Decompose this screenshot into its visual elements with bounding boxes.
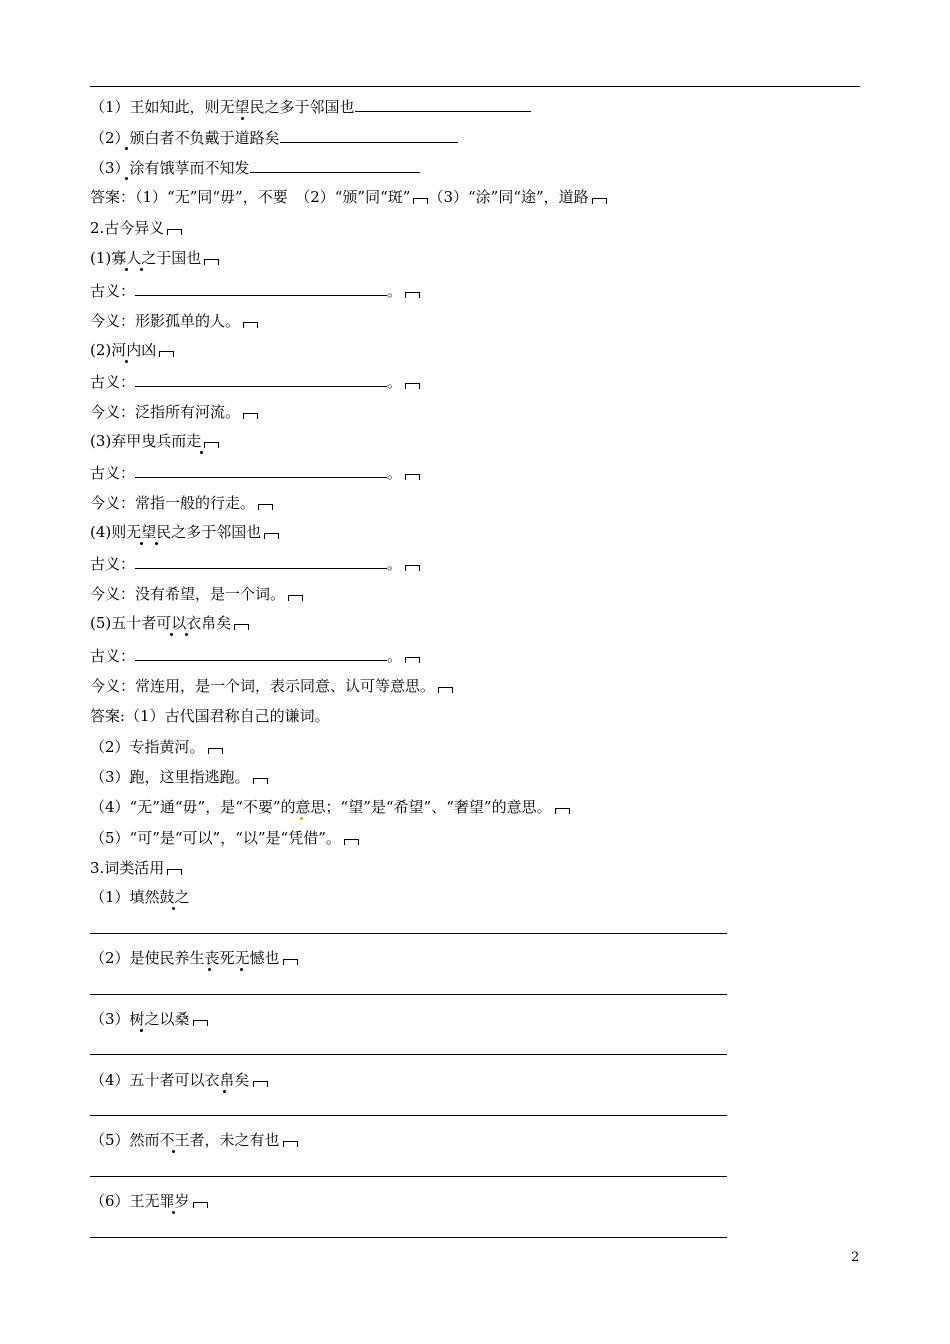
emphasis-dot xyxy=(208,968,211,971)
gujin-item-2-jinyi: 今义：泛指所有河流。 xyxy=(90,402,258,422)
paragraph-mark-icon xyxy=(283,959,298,965)
emphasis-dot xyxy=(140,542,143,545)
tongjia-item-2: （2）颁白者不负戴于道路矣 xyxy=(90,127,458,148)
paragraph-mark-icon xyxy=(208,748,223,754)
gujin-answer-5: （5）“可”是“可以”，“以”是“凭借”。 xyxy=(90,828,359,848)
gujin-item-1-guyi: 古义： 。 xyxy=(90,280,420,301)
emphasis-dot xyxy=(125,147,128,150)
paragraph-mark-icon xyxy=(258,504,273,510)
paragraph-mark-icon xyxy=(405,474,420,480)
paragraph-mark-icon xyxy=(288,595,303,601)
paragraph-mark-icon xyxy=(405,565,420,571)
answer-blank[interactable] xyxy=(135,553,387,569)
gujin-item-4-guyi: 古义： 。 xyxy=(90,553,420,574)
answer-blank[interactable] xyxy=(280,127,458,143)
paragraph-mark-icon xyxy=(193,1202,208,1208)
paragraph-mark-icon xyxy=(253,778,268,784)
answer-line[interactable] xyxy=(90,933,727,934)
emphasis-dot xyxy=(155,542,158,545)
gujin-item-5-jinyi: 今义：常连用，是一个词，表示同意、认可等意思。 xyxy=(90,676,453,696)
emphasis-dot xyxy=(125,177,128,180)
emphasis-dot xyxy=(170,633,173,636)
emphasis-dot xyxy=(240,968,243,971)
tongjia-answer: 答案：（1）“无”同“毋”，不要 （2）“颁”同“斑” （3）“涂”同“途”，道路 xyxy=(90,187,607,207)
emphasis-dot xyxy=(140,1029,143,1032)
emphasis-dot xyxy=(125,360,128,363)
paragraph-mark-icon xyxy=(167,229,182,235)
gujin-item-3: (3)弃甲曳兵而走 xyxy=(90,431,219,451)
section-heading-gujin: 2.古今异义 xyxy=(90,218,182,238)
paragraph-mark-icon xyxy=(234,624,249,630)
gujin-answer-3: （3）跑，这里指逃跑。 xyxy=(90,767,268,787)
paragraph-mark-icon xyxy=(204,442,219,448)
answer-line[interactable] xyxy=(90,994,727,995)
gujin-answer-2: （2）专指黄河。 xyxy=(90,737,223,757)
answer-line[interactable] xyxy=(90,1054,727,1055)
answer-line[interactable] xyxy=(90,1237,727,1238)
paragraph-mark-icon xyxy=(413,198,428,204)
paragraph-mark-icon xyxy=(264,533,279,539)
gujin-item-3-guyi: 古义： 。 xyxy=(90,462,420,483)
gujin-item-2: (2)河内凶 xyxy=(90,340,174,360)
gujin-item-2-guyi: 古义： 。 xyxy=(90,371,420,392)
emphasis-dot xyxy=(223,1090,226,1093)
answer-blank[interactable] xyxy=(135,371,387,387)
gujin-item-1: (1)寡人之于国也 xyxy=(90,248,219,268)
paragraph-mark-icon xyxy=(405,657,420,663)
cilei-item-3: （3）树之以桑 xyxy=(90,1009,208,1029)
paragraph-mark-icon xyxy=(243,413,258,419)
cilei-item-6: （6）王无罪岁 xyxy=(90,1191,208,1211)
answer-blank[interactable] xyxy=(135,645,387,661)
emphasis-dot xyxy=(200,451,203,454)
paragraph-mark-icon xyxy=(405,383,420,389)
paragraph-mark-icon xyxy=(204,259,219,265)
cilei-item-4: （4）五十者可以衣帛矣 xyxy=(90,1070,268,1090)
cilei-item-5: （5）然而不王者，未之有也 xyxy=(90,1130,298,1150)
cilei-item-1: （1）填然鼓之 xyxy=(90,888,190,906)
gujin-item-3-jinyi: 今义：常指一般的行走。 xyxy=(90,493,273,513)
gujin-answer-4: （4）“无”通“毋”，是“不要”的意思；“望”是“希望”、“奢望”的意思。 xyxy=(90,797,570,817)
gujin-answer-1: 答案:（1）古代国君称自己的谦词。 xyxy=(90,707,330,725)
paragraph-mark-icon xyxy=(159,351,174,357)
answer-blank[interactable] xyxy=(355,96,531,112)
emphasis-dot xyxy=(241,117,244,120)
answer-blank[interactable] xyxy=(250,157,420,173)
answer-blank[interactable] xyxy=(135,280,387,296)
answer-line[interactable] xyxy=(90,1115,727,1116)
emphasis-dot xyxy=(300,817,303,820)
gujin-item-5-guyi: 古义： 。 xyxy=(90,645,420,666)
paragraph-mark-icon xyxy=(405,292,420,298)
cilei-item-2: （2）是使民养生丧死无憾也 xyxy=(90,948,298,968)
emphasis-dot xyxy=(140,268,143,271)
gujin-item-4: (4)则无望民之多于邻国也 xyxy=(90,522,279,542)
answer-blank[interactable] xyxy=(135,462,387,478)
paragraph-mark-icon xyxy=(193,1020,208,1026)
answer-line[interactable] xyxy=(90,1176,727,1177)
top-rule xyxy=(90,86,860,87)
paragraph-mark-icon xyxy=(253,1081,268,1087)
page-number: 2 xyxy=(851,1250,860,1265)
paragraph-mark-icon xyxy=(167,869,182,875)
gujin-item-4-jinyi: 今义：没有希望，是一个词。 xyxy=(90,584,303,604)
paragraph-mark-icon xyxy=(555,808,570,814)
emphasis-dot xyxy=(172,1150,175,1153)
paragraph-mark-icon xyxy=(283,1141,298,1147)
emphasis-dot xyxy=(125,268,128,271)
paragraph-mark-icon xyxy=(438,687,453,693)
emphasis-dot xyxy=(172,1211,175,1214)
gujin-item-5: (5)五十者可以衣帛矣 xyxy=(90,613,249,633)
gujin-item-1-jinyi: 今义：形影孤单的人。 xyxy=(90,311,258,331)
paragraph-mark-icon xyxy=(592,198,607,204)
section-heading-cilei: 3.词类活用 xyxy=(90,858,182,878)
tongjia-item-3: （3）涂有饿莩而不知发 xyxy=(90,157,420,178)
paragraph-mark-icon xyxy=(344,839,359,845)
tongjia-item-1: （1）王如知此，则无望民之多于邻国也 xyxy=(90,96,531,117)
emphasis-dot xyxy=(185,633,188,636)
emphasis-dot xyxy=(172,907,175,910)
paragraph-mark-icon xyxy=(243,322,258,328)
